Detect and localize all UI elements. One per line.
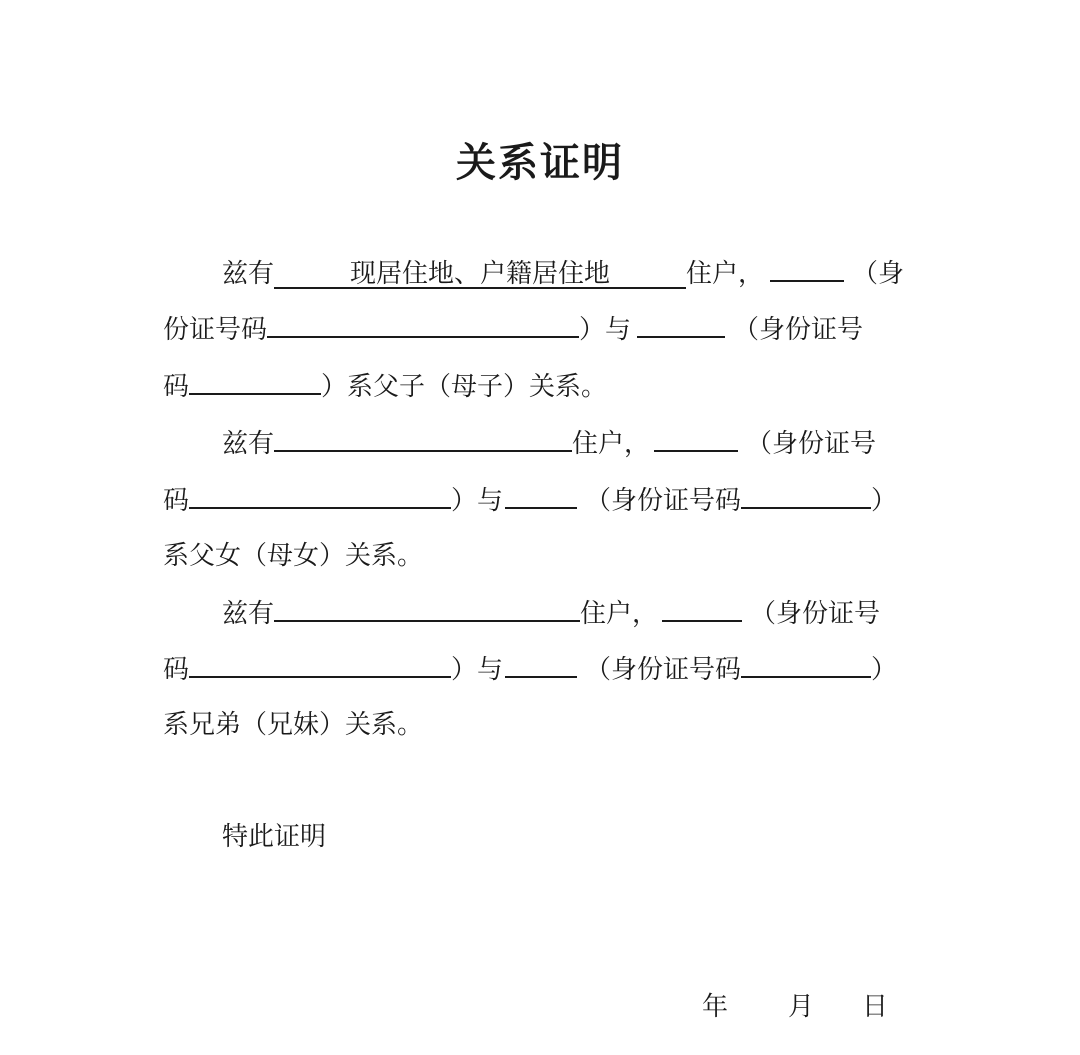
p2-resident-label: 住户， [572,429,651,459]
p2-id-number2-blank[interactable] [741,479,871,509]
date-year-label: 年 [702,992,729,1022]
p3-line2-start: 码 [163,655,190,685]
p3-line-3 [163,705,423,745]
p3-id-number-blank[interactable] [189,648,451,678]
date-day-label: 日 [862,992,889,1022]
p1-line2-start: 份证号码 [163,315,268,345]
p1-id-number-blank[interactable] [267,308,579,338]
p2-id-number-blank[interactable] [189,479,451,509]
p1-line-3 [163,365,607,405]
p1-residence-value: 现居住地、户籍居住地 [350,259,611,289]
p3-with-label: ）与 [451,655,504,685]
p2-name-blank[interactable] [654,422,738,452]
p2-name2-blank[interactable] [505,479,577,509]
p1-relation: ）系父子（母子）关系。 [321,372,608,402]
p1-resident-label: 住户， [686,259,765,289]
document-title: 关系证明 [456,140,624,186]
p1-with-label: ）与 [579,315,632,345]
p3-id-open2: （身份证号码 [585,655,742,685]
p1-line-2 [163,308,863,348]
p3-relation: 系兄弟（兄妹）关系。 [163,710,424,740]
p1-lead: 兹有 [222,259,275,289]
closing-statement: 特此证明 [222,822,327,852]
p1-id-number2-blank[interactable] [189,365,321,395]
p3-line-1 [222,592,880,632]
p2-line-2 [163,479,897,519]
p3-name-blank[interactable] [662,592,742,622]
p2-relation: 系父女（母女）关系。 [163,541,424,571]
p1-name-blank[interactable] [770,252,844,282]
p3-resident-label: 住户， [580,599,659,629]
p1-id-open2: （身份证号 [733,315,864,345]
p3-name2-blank[interactable] [505,648,577,678]
p2-id-open2: （身份证号码 [585,486,742,516]
p3-lead: 兹有 [222,599,275,629]
p1-line-1 [222,252,904,292]
p3-residence-blank[interactable] [274,592,580,622]
p2-with-label: ）与 [451,486,504,516]
p2-line-1 [222,422,876,462]
date-month-label: 月 [788,992,815,1022]
p2-lead: 兹有 [222,429,275,459]
p1-residence-blank[interactable] [274,259,686,289]
p3-line-2 [163,648,897,688]
p2-residence-blank[interactable] [274,422,572,452]
p3-id-open: （身份证号 [750,599,881,629]
p1-name2-blank[interactable] [637,308,725,338]
p2-close: ） [871,486,898,516]
p2-line2-start: 码 [163,486,190,516]
p1-line3-start: 码 [163,372,190,402]
p3-id-number2-blank[interactable] [741,648,871,678]
p2-id-open: （身份证号 [746,429,877,459]
p2-line-3 [163,536,423,576]
p3-close: ） [871,655,898,685]
p1-id-open: （身 [852,259,905,289]
